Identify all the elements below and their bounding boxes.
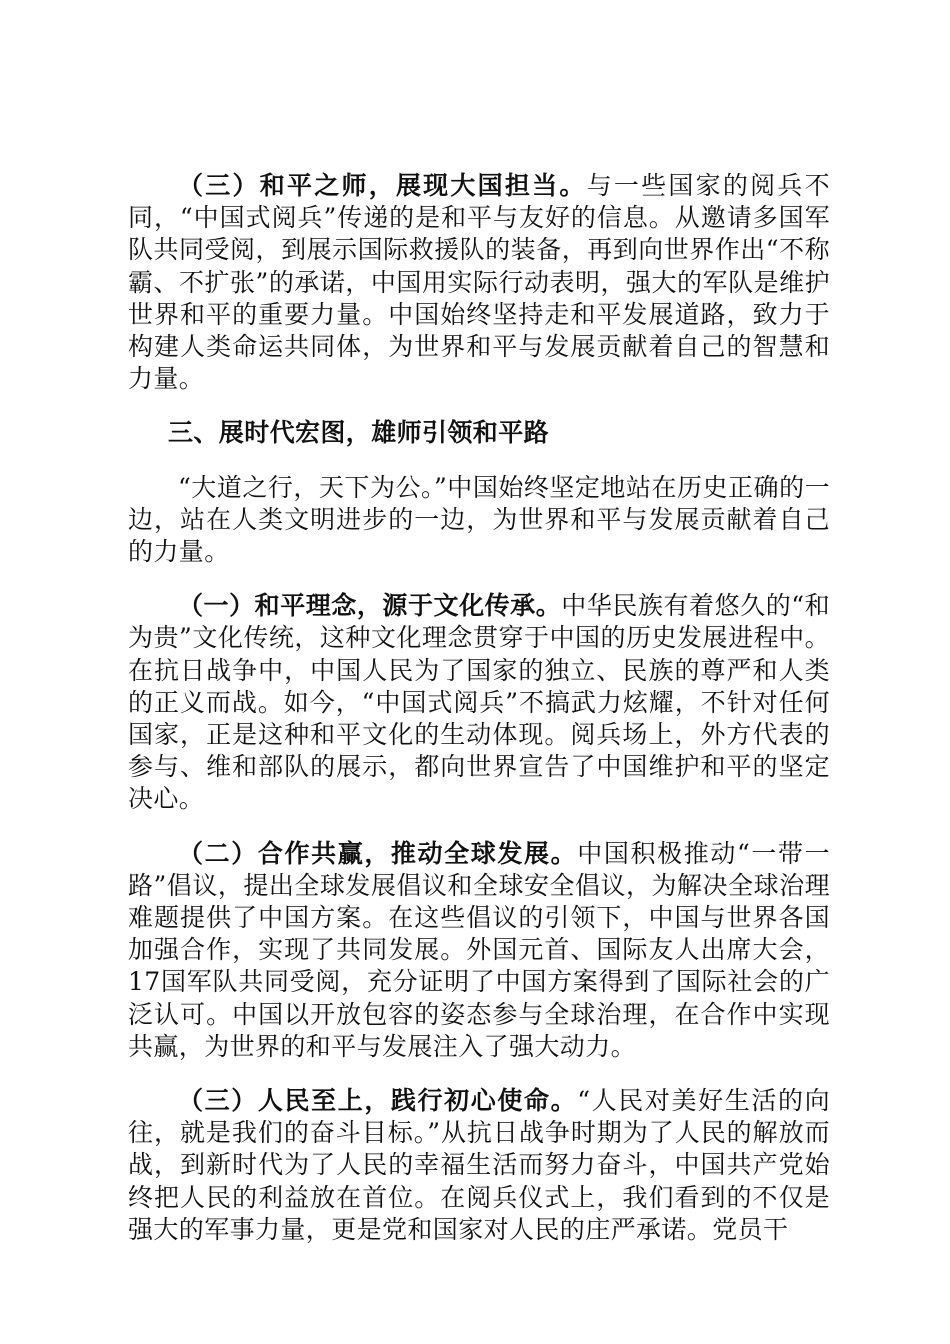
paragraph-text: 中华民族有着悠久的“和为贵”文化传统，这种文化理念贯穿于中国的历史发展进程中。在抗日战争中，中国人民为了国家的独立、民族的尊严和人类的正义而战。如今，“中国式阅兵”不搞武力炫耀，不针对任何国家，正是这种和平文化的生动体现。阅兵场上，外方代表的参与、维和部队的展示，都向世界宣告了中国维护和平的坚定决心。 [128, 591, 830, 814]
paragraph-lead: （二）合作共赢，推动全球发展。 [178, 838, 578, 868]
document-body [128, 170, 830, 1268]
paragraph-lead: （一）和平理念，源于文化传承。 [178, 591, 562, 621]
paragraph-cooperation [128, 838, 830, 1063]
paragraph-lead: （三）人民至上，践行初心使命。 [178, 1086, 578, 1116]
paragraph-peace-army [128, 170, 830, 395]
paragraph-peace-concept [128, 590, 830, 815]
paragraph-people-first [128, 1085, 830, 1246]
paragraph-text: 与一些国家的阅兵不同，“中国式阅兵”传递的是和平与友好的信息。从邀请多国军队共同受阅，到展示国际救援队的装备，再到向世界作出“不称霸、不扩张”的承诺，中国用实际行动表明，强大的军队是维护世界和平的重要力量。中国始终坚持走和平发展道路，致力于构建人类命运共同体，为世界和平与发展贡献着自己的智慧和力量。 [128, 171, 830, 394]
section-heading: 三、展时代宏图，雄师引领和平路 [168, 418, 550, 448]
section-intro: “大道之行，天下为公。”中国始终坚定地站在历史正确的一边，站在人类文明进步的一边，为世界和平与发展贡献着自己的力量。 [128, 472, 830, 567]
paragraph-lead: （三）和平之师，展现大国担当。 [178, 171, 587, 200]
paragraph-text: 中国积极推动“一带一路”倡议，提出全球发展倡议和全球安全倡议，为解决全球治理难题提供了中国方案。在这些倡议的引领下，中国与世界各国加强合作，实现了共同发展。外国元首、国际友人出席大会，17国军队共同受阅，充分证明了中国方案得到了国际社会的广泛认可。中国以开放包容的姿态参与全球治理，在合作中实现共赢，为世界的和平与发展注入了强大动力。 [128, 838, 830, 1061]
paragraph-text: “人民对美好生活的向往，就是我们的奋斗目标。”从抗日战争时期为了人民的解放而战，到新时代为了人民的幸福生活而努力奋斗，中国共产党始终把人民的利益放在首位。在阅兵仪式上，我们看到的不仅是强大的军事力量，更是党和国家对人民的庄严承诺。党员干 [128, 1086, 830, 1244]
